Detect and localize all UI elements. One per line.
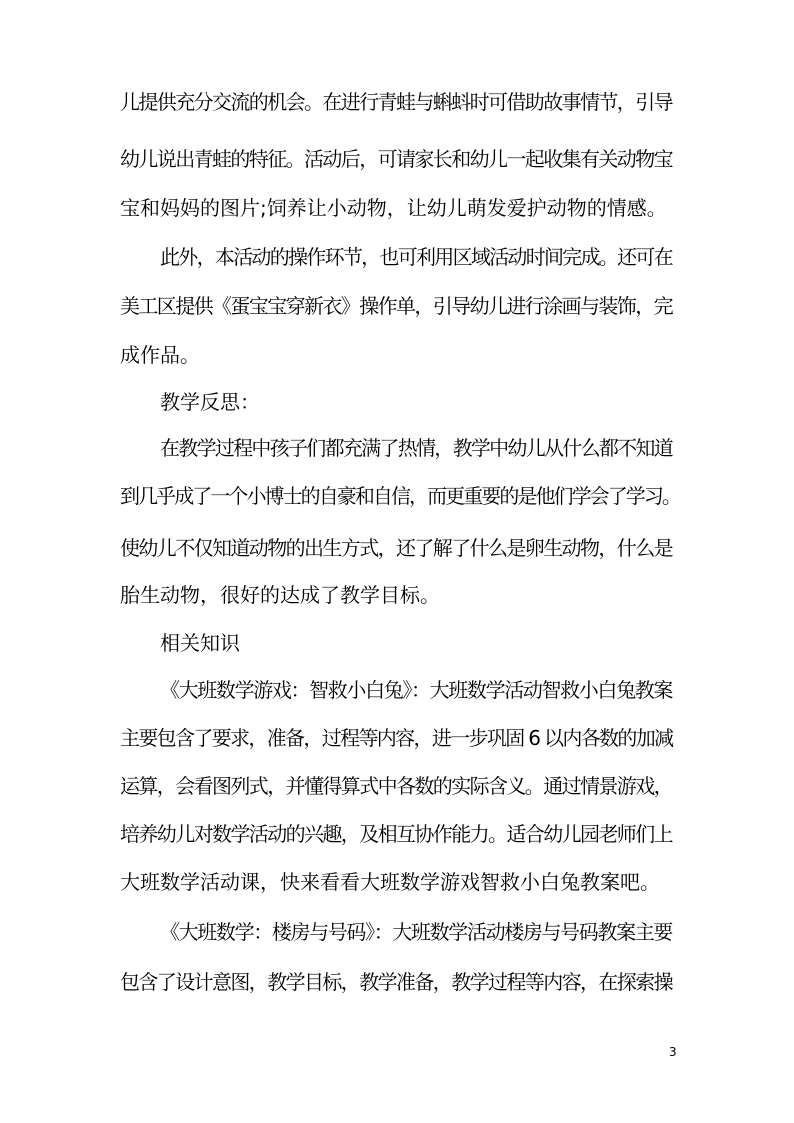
text-line: 胎生动物，很好的达成了教学目标。 <box>120 583 440 607</box>
text-line: 到几乎成了一个小博士的自豪和自信，而更重要的是他们学会了学习。 <box>120 484 680 508</box>
page-number: 3 <box>669 1045 677 1059</box>
text-line: 主要包含了要求，准备，过程等内容，进一步巩固 6 以内各数的加减 <box>120 726 673 750</box>
text-line: 美工区提供《蛋宝宝穿新衣》操作单，引导幼儿进行涂画与装饰，完 <box>120 294 672 318</box>
text-line: 幼儿说出青蛙的特征。活动后，可请家长和幼儿一起收集有关动物宝 <box>120 147 672 171</box>
section-heading: 相关知识 <box>160 631 240 655</box>
text-line: 包含了设计意图，教学目标，教学准备，教学过程等内容，在探索操 <box>120 970 672 994</box>
text-line: 在教学过程中孩子们都充满了热情，教学中幼儿从什么都不知道 <box>160 436 672 460</box>
text-line: 运算，会看图列式，并懂得算式中各数的实际含义。通过情景游戏， <box>120 774 672 798</box>
text-line: 使幼儿不仅知道动物的出生方式，还了解了什么是卵生动物，什么是 <box>120 536 672 560</box>
text-line: 儿提供充分交流的机会。在进行青蛙与蝌蚪时可借助故事情节，引导 <box>120 90 672 114</box>
text-line: 大班数学活动课，快来看看大班数学游戏智救小白兔教案吧。 <box>120 870 660 894</box>
text-line: 《大班数学游戏：智救小白兔》：大班数学活动智救小白兔教案 <box>160 678 672 702</box>
text-line: 成作品。 <box>120 343 200 367</box>
section-heading: 教学反思： <box>160 390 260 414</box>
text-line: 此外，本活动的操作环节，也可利用区域活动时间完成。还可在 <box>160 245 672 269</box>
text-line: 培养幼儿对数学活动的兴趣，及相互协作能力。适合幼儿园老师们上 <box>120 822 672 846</box>
text-line: 《大班数学：楼房与号码》：大班数学活动楼房与号码教案主要 <box>160 920 672 944</box>
text-line: 宝和妈妈的图片;饲养让小动物，让幼儿萌发爱护动物的情感。 <box>120 196 667 220</box>
